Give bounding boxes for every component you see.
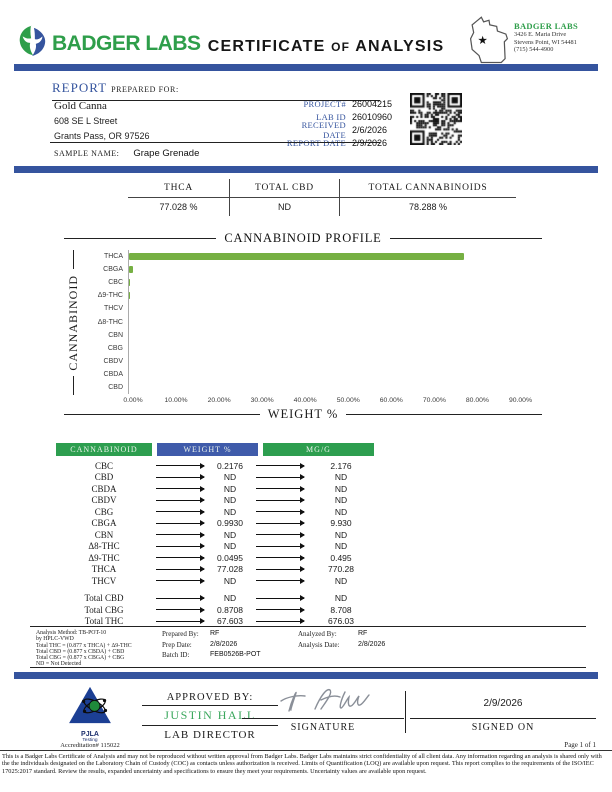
- chart-bar-row: [82, 329, 542, 342]
- approver-name: JUSTIN HALL: [142, 706, 278, 726]
- arrow-right-icon: [156, 557, 204, 558]
- chart-bar-row: [82, 276, 542, 289]
- result-mg-per-g: 770.28: [328, 564, 354, 575]
- result-weight-percent: 0.2176: [217, 460, 243, 471]
- chart-x-tick: 40.00%: [293, 397, 317, 404]
- report-prepared-for-heading: REPORT PREPARED FOR:: [52, 79, 380, 101]
- result-analyte-name: THCV: [91, 575, 117, 586]
- page-number: Page 1 of 1: [564, 741, 596, 749]
- approved-by-label: APPROVED BY:: [142, 692, 278, 706]
- client-address-1: 608 SE L Street: [54, 116, 118, 126]
- chart-x-tick: 70.00%: [422, 397, 446, 404]
- field-project: PROJECT# 26004215: [303, 98, 393, 109]
- arrow-right-icon: [156, 488, 204, 489]
- chart-category-label: THCV: [103, 305, 123, 313]
- analysis-method-notes: [36, 630, 132, 668]
- results-header-mgg: MG/G: [263, 443, 374, 456]
- results-row: [56, 472, 374, 484]
- chart-x-tick: 80.00%: [465, 397, 489, 404]
- arrow-right-icon: [256, 546, 304, 547]
- summary-header-total-cannabinoids: TOTAL CANNABINOIDS: [339, 179, 516, 198]
- result-mg-per-g: 2.176: [330, 460, 352, 471]
- chart-title-row: [64, 231, 542, 246]
- result-weight-percent: ND: [223, 593, 237, 604]
- result-mg-per-g: 676.03: [328, 616, 354, 627]
- signed-on-line: [410, 718, 596, 719]
- result-analyte-name: Δ9-THC: [88, 552, 120, 563]
- pjla-accreditation-logo: PJLA Testing: [46, 685, 134, 743]
- client-info: [54, 99, 150, 143]
- result-weight-percent: 67.603: [217, 616, 243, 627]
- result-weight-percent: ND: [223, 529, 237, 540]
- result-weight-percent: ND: [223, 575, 237, 586]
- field-lab-id: LAB ID 26010960: [316, 111, 393, 122]
- arrow-right-icon: [256, 569, 304, 570]
- result-mg-per-g: ND: [334, 575, 348, 586]
- chart-bar-row: [82, 342, 542, 355]
- result-analyte-name: CBGA: [91, 518, 117, 529]
- result-weight-percent: 77.028: [217, 564, 243, 575]
- client-name: Gold Canna: [54, 100, 107, 112]
- results-row: [56, 483, 374, 495]
- summary-value-thca: 77.028 %: [159, 202, 198, 212]
- results-header-weight: WEIGHT %: [157, 443, 258, 456]
- arrow-right-icon: [156, 534, 204, 535]
- result-mg-per-g: ND: [334, 529, 348, 540]
- arrow-right-icon: [156, 511, 204, 512]
- prep-info: Prepared By: RF Prep Date: 2/8/2026 Batch ID: FEB0526B-POT: [162, 630, 261, 659]
- results-row: [56, 552, 374, 564]
- chart-x-axis-title-row: [64, 407, 542, 422]
- result-analyte-name: Δ8-THC: [88, 541, 120, 552]
- method-note-line: Total CBG = (0.877 x CBGA) + CBG: [36, 655, 125, 662]
- chart-bar: [129, 266, 133, 273]
- divider-bar-report: [14, 166, 598, 173]
- client-address-2: Grants Pass, OR 97526: [54, 130, 150, 141]
- chart-x-tick: 0.00%: [123, 397, 143, 404]
- document-title: CERTIFICATE OF ANALYSIS: [207, 38, 445, 55]
- arrow-right-icon: [156, 598, 204, 599]
- arrow-right-icon: [256, 511, 304, 512]
- method-note-line: by HPLC-VWD: [36, 636, 74, 643]
- chart-category-label: CBD: [108, 383, 123, 391]
- result-mg-per-g: ND: [334, 483, 348, 494]
- results-header-cannabinoid: CANNABINOID: [56, 443, 152, 456]
- prepared-by-value: RF: [210, 630, 220, 637]
- svg-text:★: ★: [477, 35, 488, 48]
- signature-line: [242, 718, 404, 719]
- result-analyte-name: CBN: [94, 529, 114, 540]
- results-row: [56, 541, 374, 553]
- arrow-right-icon: [156, 621, 204, 622]
- chart-title: CANNABINOID PROFILE: [224, 231, 382, 245]
- method-note-line: Analysis Method: TB-POT-10: [36, 630, 107, 636]
- arrow-right-icon: [156, 580, 204, 581]
- sample-name-value: Grape Grenade: [133, 148, 200, 159]
- result-weight-percent: 0.0495: [217, 552, 243, 563]
- chart-bar: [129, 253, 464, 260]
- method-note-line: Total THC = (0.877 x THCA) + Δ9-THC: [36, 642, 132, 649]
- chart-bar-row: [82, 263, 542, 276]
- field-report-date: REPORT DATE 2/9/2026: [286, 137, 388, 148]
- result-analyte-name: CBC: [94, 460, 113, 471]
- results-row: [56, 575, 374, 587]
- qr-code: [410, 93, 462, 145]
- result-mg-per-g: ND: [334, 495, 348, 506]
- results-row: [56, 460, 374, 472]
- chart-category-label: CBDV: [103, 357, 123, 365]
- result-mg-per-g: ND: [334, 472, 348, 483]
- chart-rows: [82, 250, 542, 394]
- result-analyte-name: THCA: [91, 564, 117, 575]
- analyzed-by-value: RF: [358, 630, 368, 637]
- summary-table: [128, 179, 516, 216]
- chart-bar-row: [82, 302, 542, 315]
- result-analyte-name: Total CBG: [84, 604, 124, 615]
- report-section-rule: [50, 142, 380, 143]
- lab-phone: (715) 544-4900: [514, 46, 554, 54]
- signed-on-label: SIGNED ON: [471, 722, 535, 733]
- sample-name-row: SAMPLE NAME: Grape Grenade: [54, 148, 200, 159]
- results-table-body: [56, 460, 374, 627]
- signed-on-block: [410, 685, 596, 737]
- chart-x-axis-title: WEIGHT %: [267, 407, 339, 421]
- chart-y-axis-title: CANNABINOID: [64, 250, 82, 395]
- analysis-footnote-block: [30, 626, 586, 668]
- method-note-line: ND = Not Detected: [36, 661, 82, 668]
- batch-id-value: FEB0526B-POT: [210, 651, 261, 658]
- arrow-right-icon: [256, 580, 304, 581]
- results-row: [56, 593, 374, 605]
- results-row: [56, 518, 374, 530]
- chart-x-tick: 30.00%: [250, 397, 274, 404]
- lab-name: BADGER LABS: [514, 21, 578, 31]
- result-mg-per-g: 0.495: [330, 552, 352, 563]
- field-received-date: RECEIVED DATE 2/6/2026: [301, 119, 388, 140]
- cannabinoid-profile-chart: [64, 231, 542, 422]
- disclaimer-text: This is a Badger Labs Certificate of Analysis and may not be reproduced without written approval from Badger Labs. Badger Labs maintains strict confidentiality of all client data. Any information regarding an analysis is shared only with the the individuals designated on the Laboratory Chain of Custody (COC) as contacts unless authorization is received. Limits of Quantification (LOQ) are available upon request. This report complies to the requirements of the ISO/IEC 17025:2017 standard. Review the results, expanded uncertainty and specifications to ensure they meet your requirements. Uncertainty values are available upon request.: [0, 750, 612, 775]
- summary-header-thca: THCA: [128, 179, 229, 198]
- arrow-right-icon: [256, 598, 304, 599]
- arrow-right-icon: [256, 477, 304, 478]
- signature-date-divider: [405, 691, 406, 733]
- results-row: [56, 529, 374, 541]
- arrow-right-icon: [156, 523, 204, 524]
- pjla-triangle-atom-icon: [67, 712, 113, 729]
- results-row: [56, 564, 374, 576]
- results-table: [56, 443, 374, 627]
- prep-date-value: 2/8/2026: [210, 640, 238, 648]
- result-analyte-name: CBG: [94, 506, 114, 517]
- chart-bar-row: [82, 250, 542, 263]
- result-mg-per-g: 8.708: [330, 604, 352, 615]
- arrow-right-icon: [256, 609, 304, 610]
- logo-wordmark: BADGER LABS: [52, 31, 201, 55]
- arrow-right-icon: [256, 488, 304, 489]
- chart-x-tick: 20.00%: [207, 397, 231, 404]
- chart-category-label: CBC: [108, 279, 123, 287]
- chart-bar-row: [82, 355, 542, 368]
- result-weight-percent: 0.9930: [217, 518, 243, 529]
- result-weight-percent: ND: [223, 472, 237, 483]
- arrow-right-icon: [256, 621, 304, 622]
- arrow-right-icon: [156, 500, 204, 501]
- chart-x-ticks: [123, 395, 542, 406]
- result-analyte-name: CBD: [94, 472, 114, 483]
- result-weight-percent: ND: [223, 483, 237, 494]
- result-weight-percent: ND: [223, 506, 237, 517]
- arrow-right-icon: [256, 500, 304, 501]
- results-row: [56, 604, 374, 616]
- signature-block: [242, 685, 404, 737]
- chart-category-label: CBGA: [103, 266, 123, 274]
- divider-bar-bottom: [14, 672, 598, 679]
- chart-x-tick: 50.00%: [336, 397, 360, 404]
- chart-category-label: CBG: [107, 344, 123, 352]
- chart-category-label: Δ9-THC: [97, 292, 123, 300]
- result-analyte-name: Total THC: [84, 616, 124, 627]
- chart-x-tick: 60.00%: [379, 397, 403, 404]
- arrow-right-icon: [156, 546, 204, 547]
- result-analyte-name: CBDV: [91, 495, 117, 506]
- chart-category-label: CBDA: [103, 370, 123, 378]
- handwritten-signature: [267, 685, 377, 722]
- lab-address-1: 3426 E. Maria Drive: [514, 31, 567, 38]
- arrow-right-icon: [256, 534, 304, 535]
- arrow-right-icon: [256, 523, 304, 524]
- chart-bar-row: [82, 289, 542, 302]
- signature-label: SIGNATURE: [290, 722, 356, 733]
- result-weight-percent: 0.8708: [217, 604, 243, 615]
- divider-bar-top: [14, 64, 598, 71]
- chart-bar-row: [82, 368, 542, 381]
- approver-title: LAB DIRECTOR: [164, 729, 256, 741]
- chart-x-tick: 10.00%: [164, 397, 188, 404]
- signed-on-date: 2/9/2026: [483, 698, 523, 709]
- chart-bar: [129, 279, 130, 286]
- arrow-right-icon: [256, 557, 304, 558]
- chart-bar-row: [82, 381, 542, 394]
- analysis-date-value: 2/8/2026: [358, 640, 386, 648]
- chart-category-label: CBN: [108, 331, 123, 339]
- chart-bar-row: [82, 315, 542, 328]
- result-mg-per-g: ND: [334, 506, 348, 517]
- result-analyte-name: Total CBD: [84, 593, 124, 604]
- arrow-right-icon: [256, 465, 304, 466]
- arrow-right-icon: [156, 465, 204, 466]
- arrow-right-icon: [156, 477, 204, 478]
- chart-x-tick: 90.00%: [508, 397, 532, 404]
- result-mg-per-g: ND: [334, 593, 348, 604]
- analysis-info: Analyzed By: RF Analysis Date: 2/8/2026: [298, 630, 386, 649]
- chart-category-label: Δ8-THC: [97, 318, 123, 326]
- result-weight-percent: ND: [223, 495, 237, 506]
- result-mg-per-g: ND: [334, 541, 348, 552]
- result-analyte-name: CBDA: [91, 483, 117, 494]
- result-weight-percent: ND: [223, 541, 237, 552]
- accreditation-number: Accreditation# 115022: [60, 742, 120, 749]
- lab-address-2: Stevens Point, WI 54481: [514, 38, 577, 46]
- summary-value-total-cbd: ND: [229, 198, 339, 216]
- summary-header-total-cbd: TOTAL CBD: [229, 179, 339, 198]
- results-row: [56, 506, 374, 518]
- method-note-line: Total CBD = (0.877 x CBDA) + CBD: [36, 648, 125, 655]
- arrow-right-icon: [156, 569, 204, 570]
- chart-category-label: THCA: [103, 253, 123, 261]
- summary-value-total-cannabinoids: 78.288 %: [339, 198, 516, 216]
- results-row: [56, 495, 374, 507]
- result-mg-per-g: 9.930: [330, 518, 352, 529]
- approval-section: [14, 683, 598, 749]
- arrow-right-icon: [156, 609, 204, 610]
